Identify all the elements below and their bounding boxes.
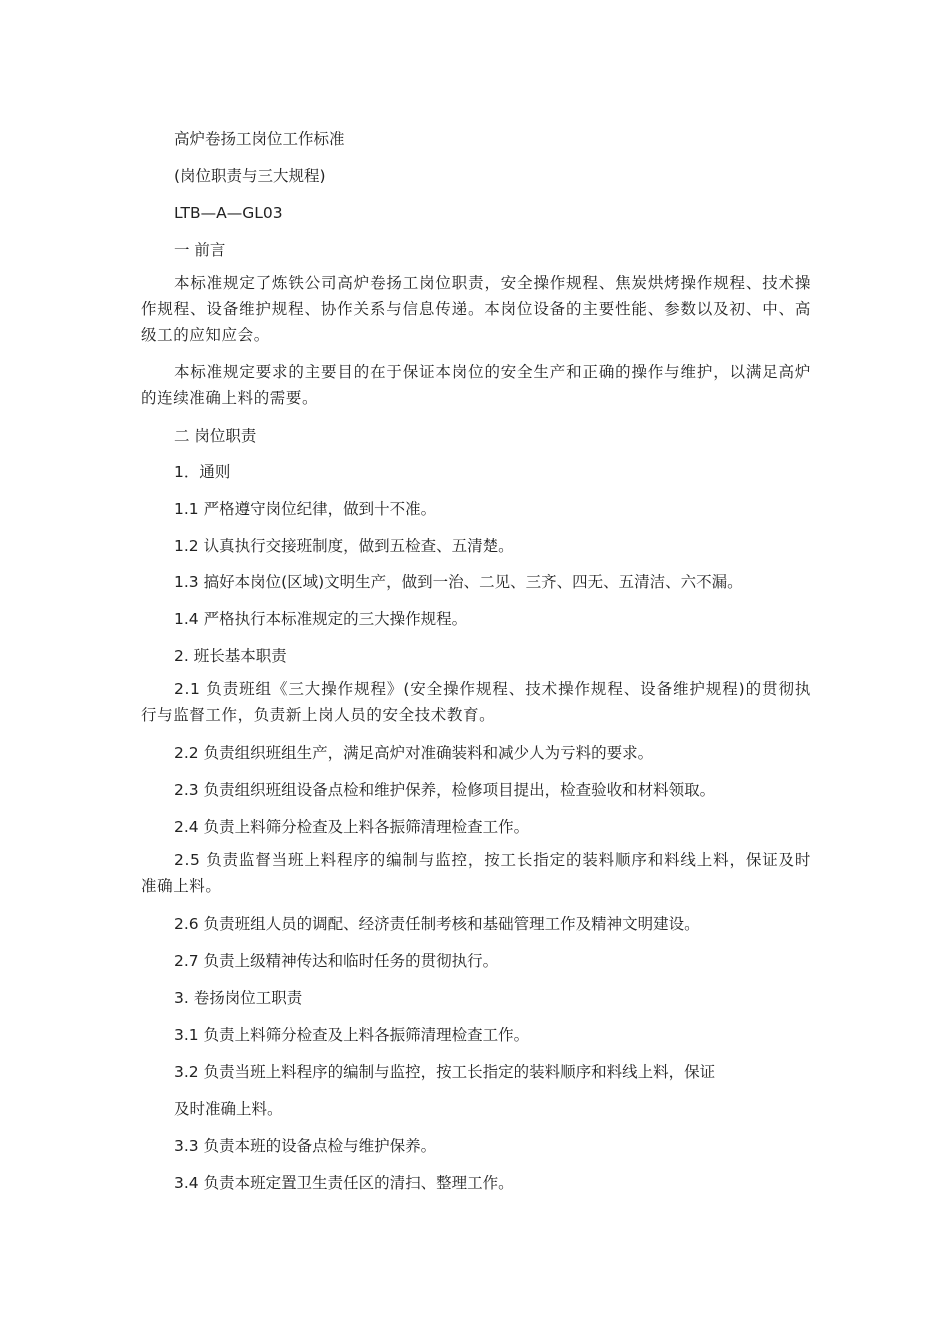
clause-3-4: 3.4 负责本班定置卫生责任区的清扫、整理工作。 (174, 1174, 514, 1192)
clause-3-3: 3.3 负责本班的设备点检与维护保养。 (174, 1137, 437, 1155)
clause-2-2: 2.2 负责组织班组生产，满足高炉对准确装料和减少人为亏料的要求。 (174, 744, 654, 762)
clause-2-4: 2.4 负责上料筛分检查及上料各振筛清理检查工作。 (174, 818, 530, 836)
clause-3-2: 3.2 负责当班上料程序的编制与监控，按工长指定的装料顺序和料线上料，保证 (174, 1063, 716, 1081)
clause-3-2-continued: 及时准确上料。 (174, 1100, 283, 1118)
clause-2-1: 2.1 负责班组《三大操作规程》(安全操作规程、技术操作规程、设备维护规程)的贯彻执行与监督工作，负责新上岗人员的安全技术教育。 (141, 680, 811, 724)
clause-2-5: 2.5 负责监督当班上料程序的编制与监控，按工长指定的装料顺序和料线上料，保证及时准确上料。 (141, 851, 811, 895)
clause-1-3: 1.3 搞好本岗位(区域)文明生产，做到一治、二见、三齐、四无、五清洁、六不漏。 (174, 573, 743, 591)
document-subtitle: (岗位职责与三大规程) (174, 167, 326, 185)
intro-paragraph-1: 本标准规定了炼铁公司高炉卷扬工岗位职责，安全操作规程、焦炭烘烤操作规程、技术操作规程、设备维护规程、协作关系与信息传递。本岗位设备的主要性能、参数以及初、中、高级工的应知应会。 (141, 274, 811, 344)
clause-2-3: 2.3 负责组织班组设备点检和维护保养，检修项目提出，检查验收和材料领取。 (174, 781, 716, 799)
subsection-heading-team-leader: 2. 班长基本职责 (174, 647, 287, 665)
clause-1-4: 1.4 严格执行本标准规定的三大操作规程。 (174, 610, 468, 628)
clause-1-2: 1.2 认真执行交接班制度，做到五检查、五清楚。 (174, 537, 514, 555)
section-heading-duties: 二 岗位职责 (174, 427, 257, 445)
clause-1-1: 1.1 严格遵守岗位纪律，做到十不准。 (174, 500, 437, 518)
document-code: LTB—A—GL03 (174, 204, 283, 222)
intro-paragraph-2: 本标准规定要求的主要目的在于保证本岗位的安全生产和正确的操作与维护，以满足高炉的连续准确上料的需要。 (141, 363, 811, 407)
clause-3-1: 3.1 负责上料筛分检查及上料各振筛清理检查工作。 (174, 1026, 530, 1044)
subsection-heading-general: 1．通则 (174, 463, 231, 481)
clause-2-7: 2.7 负责上级精神传达和临时任务的贯彻执行。 (174, 952, 499, 970)
clause-2-6: 2.6 负责班组人员的调配、经济责任制考核和基础管理工作及精神文明建设。 (174, 915, 700, 933)
document-title: 高炉卷扬工岗位工作标准 (174, 130, 345, 148)
section-heading-preface: 一 前言 (174, 241, 226, 259)
subsection-heading-hoist-operator: 3. 卷扬岗位工职责 (174, 989, 303, 1007)
